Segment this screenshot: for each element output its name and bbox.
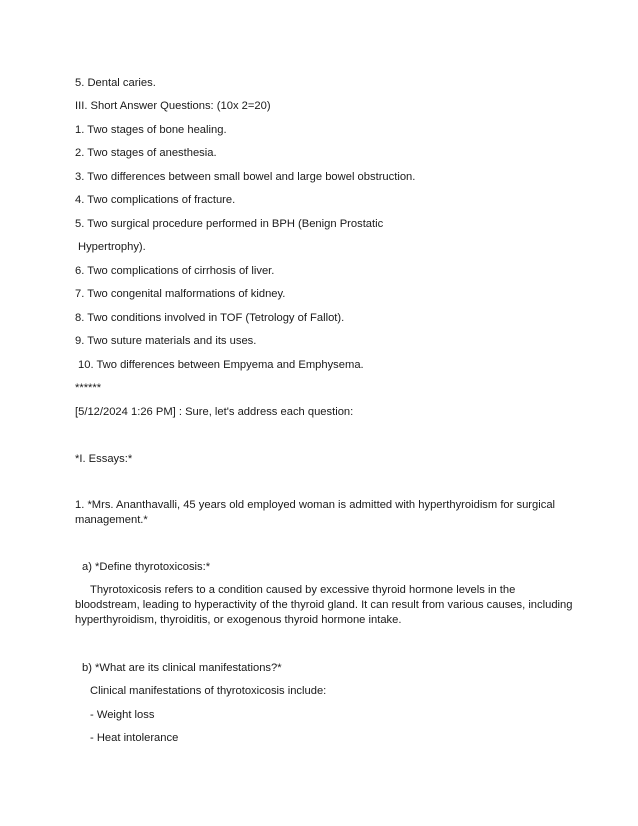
question-item-continued: Hypertrophy). [78,241,146,253]
question-item: 1. Two stages of bone healing. [75,124,227,136]
question-item: 5. Two surgical procedure performed in BPH (Benign Prostatic [75,218,384,230]
question-item: 9. Two suture materials and its uses. [75,335,257,347]
chat-timestamp-line: [5/12/2024 1:26 PM] : Sure, let's address each question: [75,406,354,418]
separator-asterisks: ****** [75,382,102,394]
essay-question: 1. *Mrs. Ananthavalli, 45 years old employed woman is admitted with hyperthyroidism for surgical management.* [75,499,556,526]
question-item: 7. Two congenital malformations of kidney. [75,288,286,300]
text-line: 5. Dental caries. [75,77,156,89]
question-item: 6. Two complications of cirrhosis of liver. [75,265,275,277]
question-item: 8. Two conditions involved in TOF (Tetrology of Fallot). [75,312,345,324]
answer-text: Clinical manifestations of thyrotoxicosis include: [90,685,327,697]
question-item: 3. Two differences between small bowel and large bowel obstruction. [75,171,416,183]
sub-question: a) *Define thyrotoxicosis:* [82,561,211,573]
section-heading: III. Short Answer Questions: (10x 2=20) [75,100,271,112]
list-item: - Weight loss [90,709,155,721]
list-item: - Heat intolerance [90,732,179,744]
question-item: 4. Two complications of fracture. [75,194,236,206]
answer-paragraph: Thyrotoxicosis refers to a condition caused by excessive thyroid hormone levels in the bloodstream, leading to hyperactivity of the thyroid gland. It can result from various causes, including hyperthyroidism, thyroiditis, or exogenous thyroid hormone intake. [75,584,573,626]
question-item: 10. Two differences between Empyema and Emphysema. [78,359,364,371]
sub-question: b) *What are its clinical manifestations?* [82,662,282,674]
section-heading: *I. Essays:* [75,453,133,465]
question-item: 2. Two stages of anesthesia. [75,147,217,159]
